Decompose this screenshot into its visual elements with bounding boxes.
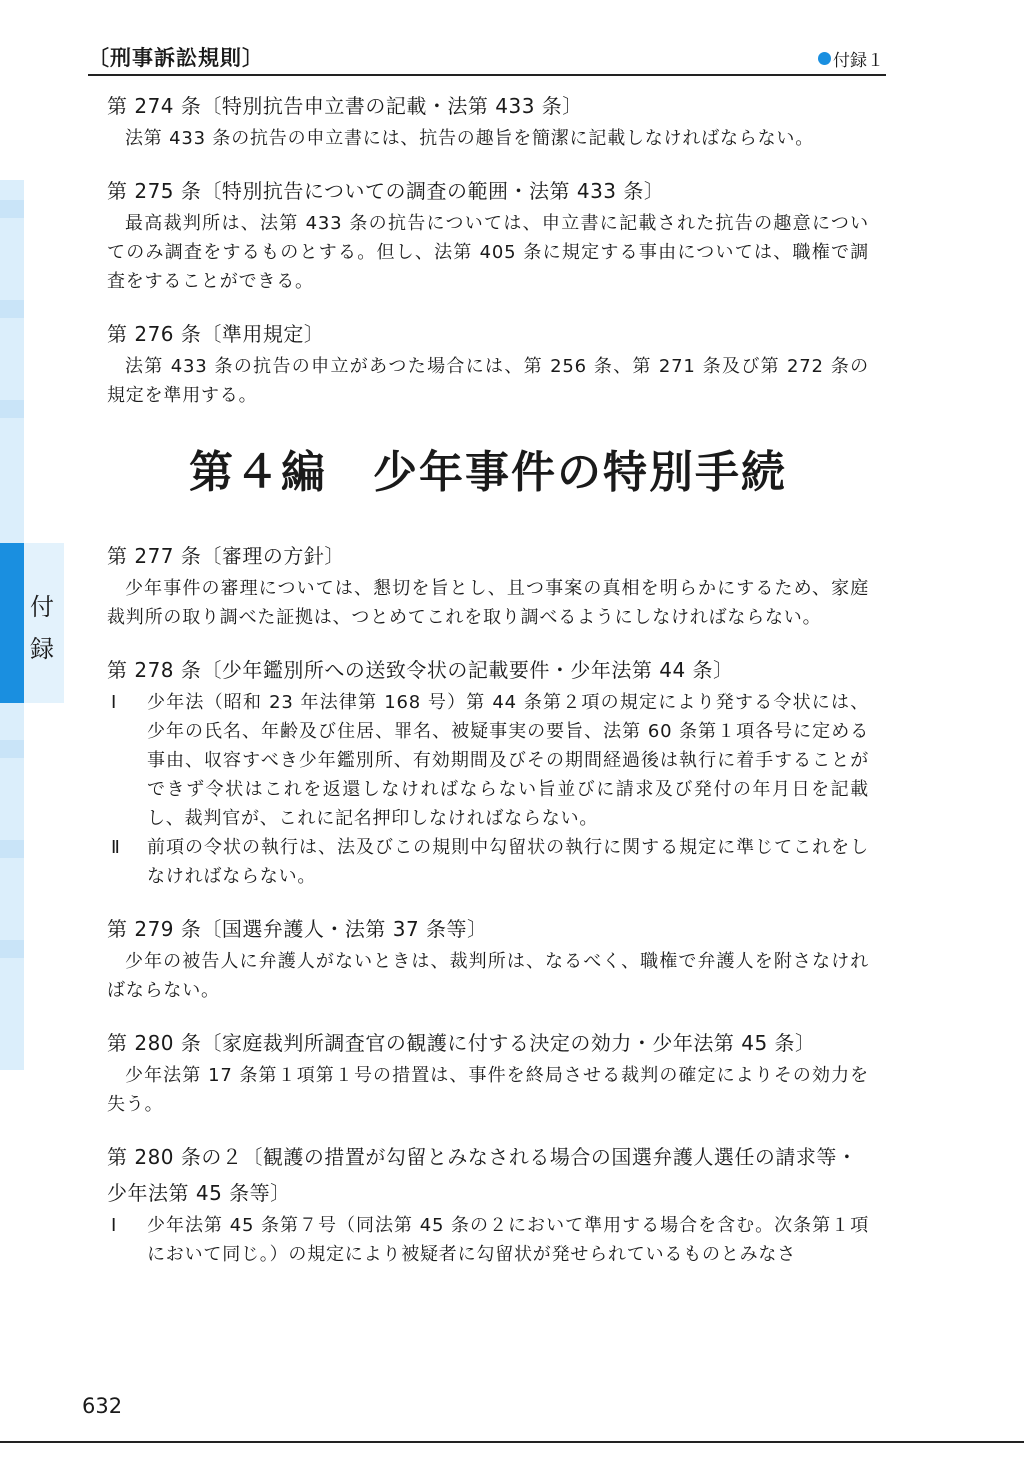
main-content [107,88,869,1289]
paragraph-number: Ⅱ [111,837,121,858]
article-body: 法第 433 条の抗告の申立書には、抗告の趣旨を簡潔に記載しなければならない。 [125,128,814,149]
article-title: 第 275 条〔特別抗告についての調査の範囲・法第 433 条〕 [107,179,665,203]
article-body: 少年の被告人に弁護人がないときは、裁判所は、なるべく、職権で弁護人を附さなければならない。 [107,951,869,1001]
bottom-rule [0,1441,1024,1443]
article-title: 第 277 条〔審理の方針〕 [107,544,345,568]
article-277 [107,538,869,632]
paragraph-item [107,1211,869,1269]
band-stripe [0,740,24,758]
article-title: 第 280 条の２〔観護の措置が勾留とみなされる場合の国選弁護人選任の請求等・少年法第 45 条等〕 [107,1145,858,1205]
article-title: 第 274 条〔特別抗告申立書の記載・法第 433 条〕 [107,94,583,118]
thumb-tab-char: 録 [30,635,54,663]
article-body: 法第 433 条の抗告の申立があつた場合には、第 256 条、第 271 条及び第 272 条の規定を準用する。 [107,356,869,406]
appendix-label [818,46,884,71]
article-title: 第 280 条〔家庭裁判所調査官の観護に付する決定の効力・少年法第 45 条〕 [107,1031,816,1055]
band-stripe [0,840,24,858]
band-stripe [0,400,24,418]
paragraph-text: 少年法第 45 条第７号（同法第 45 条の２において準用する場合を含む。次条第１項において同じ。）の規定により被疑者に勾留状が発せられているものとみなさ [147,1215,869,1265]
article-276 [107,316,869,410]
band-stripe [0,940,24,958]
article-body: 最高裁判所は、法第 433 条の抗告については、申立書に記載された抗告の趣意についてのみ調査をするものとする。但し、法第 405 条に規定する事由については、職権で調査をすることができる。 [107,213,869,292]
thumb-tab-char: 付 [30,593,54,621]
paragraph-number: Ⅰ [111,692,118,713]
article-body: 少年法第 17 条第１項第１号の措置は、事件を終局させる裁判の確定によりその効力を失う。 [107,1065,869,1115]
article-278 [107,652,869,891]
part-heading: 第４編 少年事件の特別手続 [189,447,787,498]
article-title: 第 276 条〔準用規定〕 [107,322,325,346]
paragraph-item [107,833,869,891]
article-body: 少年事件の審理については、懇切を旨とし、且つ事案の真相を明らかにするため、家庭裁判所の取り調べた証拠は、つとめてこれを取り調べるようにしなければならない。 [107,578,869,628]
bullet-dot-icon [818,52,831,65]
article-title: 第 279 条〔国選弁護人・法第 37 条等〕 [107,917,488,941]
band-stripe [0,200,24,218]
article-title: 第 278 条〔少年鑑別所への送致令状の記載要件・少年法第 44 条〕 [107,658,734,682]
paragraph-number: Ⅰ [111,1215,118,1236]
article-280 [107,1025,869,1119]
article-274 [107,88,869,153]
thumb-tab-accent [0,543,24,703]
appendix-thumb-tab[interactable] [0,543,64,703]
paragraph-text: 前項の令状の執行は、法及びこの規則中勾留状の執行に関する規定に準じてこれをしなければならない。 [147,837,869,887]
article-279 [107,911,869,1005]
header-title: 〔刑事訴訟規則〕 [88,46,264,70]
page-number: 632 [82,1394,123,1418]
paragraph-text: 少年法（昭和 23 年法律第 168 号）第 44 条第２項の規定により発する令状には、少年の氏名、年齢及び住居、罪名、被疑事実の要旨、法第 60 条第１項各号に定める事由、収容すべき少年鑑別所、有効期間及びその期間経過後は執行に着手することができず令状はこれを返還しなければならない旨並びに請求及び発付の年月日を記載し、裁判官が、これに記名押印しなければならない。 [147,692,869,829]
running-header [88,42,886,76]
article-280-2 [107,1139,869,1269]
appendix-text: 付録１ [833,51,884,71]
paragraph-item [107,688,869,833]
article-275 [107,173,869,296]
band-stripe [0,300,24,318]
